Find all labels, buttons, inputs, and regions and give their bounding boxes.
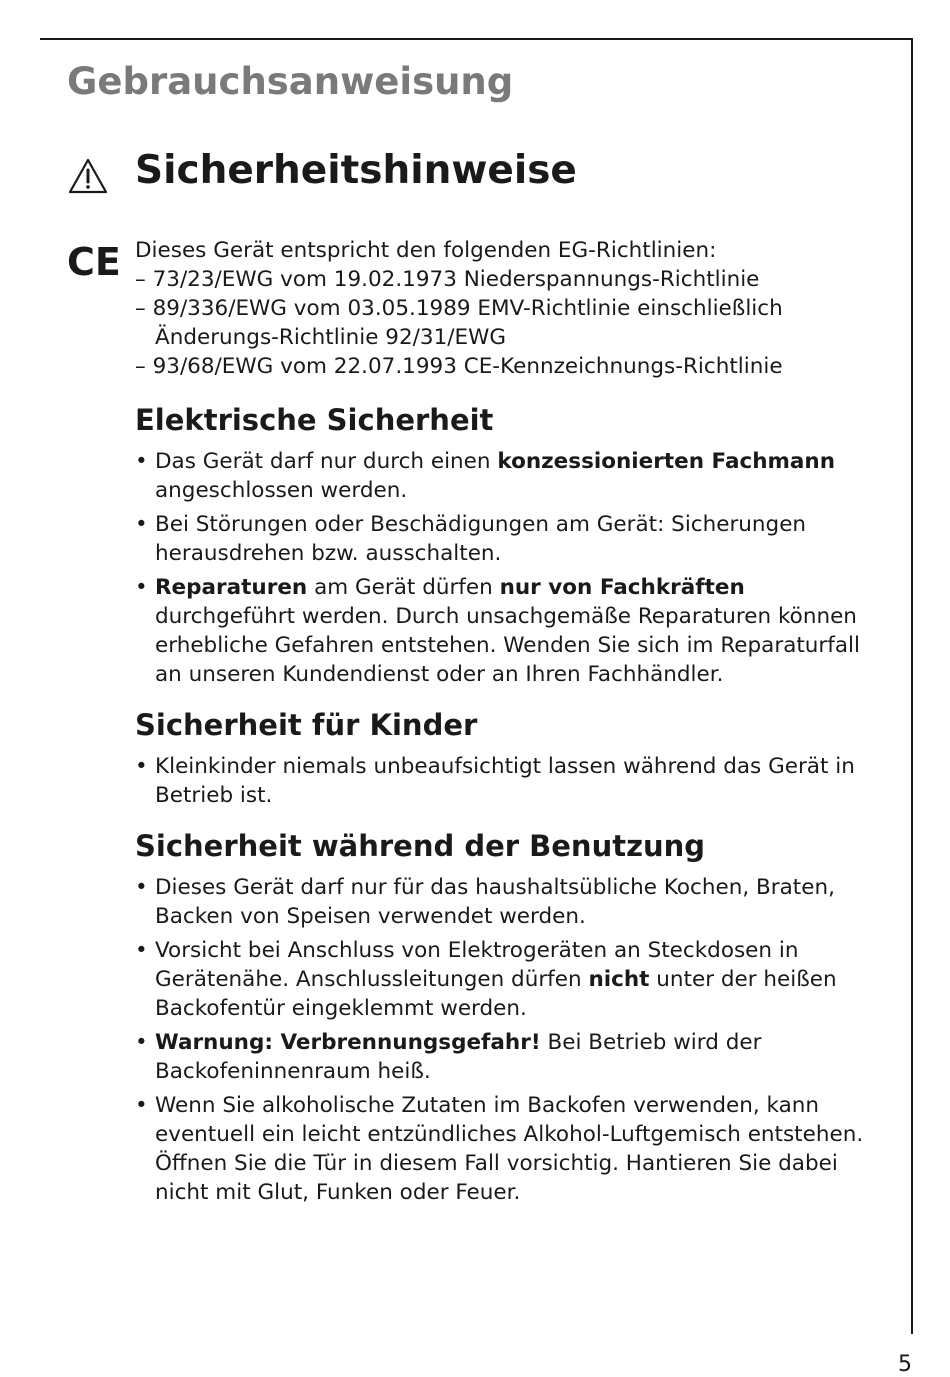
top-border-rule [40,38,913,40]
directives-intro [135,236,890,381]
child-safety-heading: Sicherheit für Kinder [135,708,478,742]
usage-safety-list [135,873,890,1207]
right-border-rule [911,38,913,1334]
list-item: • Wenn Sie alkoholische Zutaten im Backofen verwenden, kann eventuell ein leicht entzündliches Alkohol-Luftgemisch entstehen. Öffnen Sie die Tür in diesem Fall vorsichtig. Hantieren Sie dabei nicht mit Glut, Funken oder Feuer. [135,1091,890,1207]
directive-item: – 73/23/EWG vom 19.02.1973 Niederspannungs-Richtlinie [135,267,760,292]
list-item: • Vorsicht bei Anschluss von Elektrogeräten an Steckdosen in Gerätenähe. Anschlussleitungen dürfen nicht unter der heißen Backofentür eingeklemmt werden. [135,936,890,1023]
list-item: • Das Gerät darf nur durch einen konzessionierten Fachmann angeschlossen werden. [135,447,890,505]
list-item: • Dieses Gerät darf nur für das haushaltsübliche Kochen, Braten, Backen von Speisen verwendet werden. [135,873,890,931]
list-item: • Reparaturen am Gerät dürfen nur von Fachkräften durchgeführt werden. Durch unsachgemäße Reparaturen können erhebliche Gefahren entstehen. Wenden Sie sich im Reparaturfall an unseren Kundendienst oder an Ihren Fachhändler. [135,573,890,689]
list-item: • Warnung: Verbrennungsgefahr! Bei Betrieb wird der Backofeninnenraum heiß. [135,1028,890,1086]
directive-item: – 93/68/EWG vom 22.07.1993 CE-Kennzeichnungs-Richtlinie [135,354,783,379]
directive-item: – 89/336/EWG vom 03.05.1989 EMV-Richtlinie einschließlich Änderungs-Richtlinie 92/31/EWG [135,296,783,350]
electrical-safety-list [135,447,890,689]
electrical-safety-heading: Elektrische Sicherheit [135,403,494,437]
list-item: • Bei Störungen oder Beschädigungen am Gerät: Sicherungen herausdrehen bzw. ausschalten. [135,510,890,568]
directives-lead: Dieses Gerät entspricht den folgenden EG-Richtlinien: [135,238,717,263]
list-item: • Kleinkinder niemals unbeaufsichtigt lassen während das Gerät in Betrieb ist. [135,752,890,810]
child-safety-list [135,752,890,810]
usage-safety-heading: Sicherheit während der Benutzung [135,829,706,863]
ce-mark-icon [67,240,121,284]
content-column [135,236,890,1212]
page-number: 5 [898,1352,912,1377]
section-title: Gebrauchsanweisung [67,60,514,103]
main-heading: Sicherheitshinweise [135,148,577,193]
ce-mark-text: CE [67,240,121,284]
warning-triangle-icon [67,157,109,195]
